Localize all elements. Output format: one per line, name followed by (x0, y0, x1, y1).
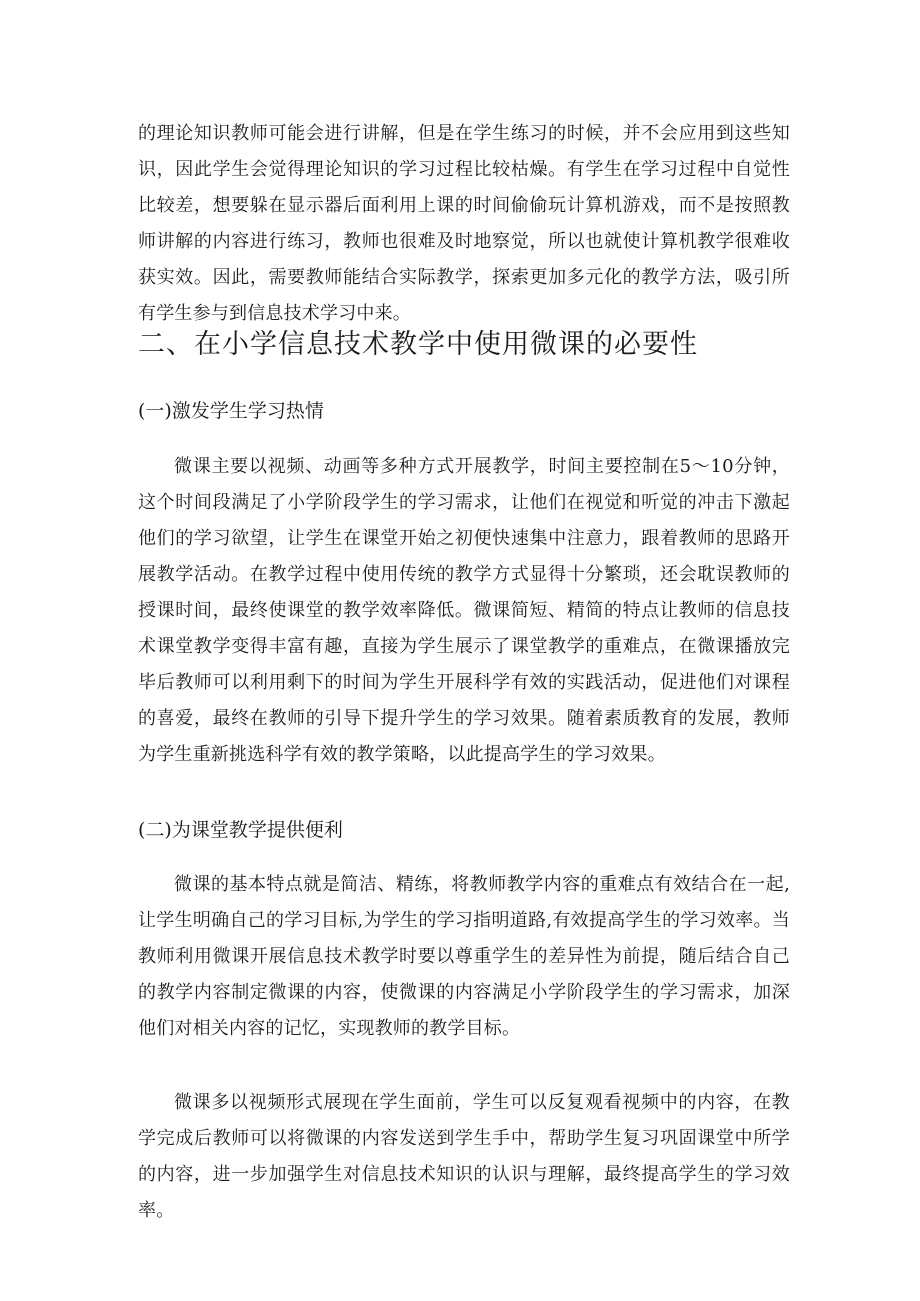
paragraph-1: 微课主要以视频、动画等多种方式开展教学，时间主要控制在5～10分钟，这个时间段满足了小学阶段学生的学习需求，让他们在视觉和听觉的冲击下激起他们的学习欲望，让学生在课堂开始之初便快速集中注意力，跟着教师的思路开展教学活动。在教学过程中使用传统的教学方式显得十分繁琐，还会耽误教师的授课时间，最终使课堂的教学效率降低。微课简短、精简的特点让教师的信息技术课堂教学变得丰富有趣，直接为学生展示了课堂教学的重难点，在微课播放完毕后教师可以利用剩下的时间为学生开展科学有效的实践活动，促进他们对课程的喜爱，最终在教师的引导下提升学生的学习效果。随着素质教育的发展，教师为学生重新挑选科学有效的教学策略，以此提高学生的学习效果。 (138, 456, 790, 765)
subheading-2: (二)为课堂教学提供便利 (138, 819, 343, 841)
subheading-1: (一)激发学生学习热情 (138, 400, 324, 422)
section-heading: 二、在小学信息技术教学中使用微课的必要性 (138, 329, 698, 360)
intro-paragraph: 的理论知识教师可能会进行讲解，但是在学生练习的时候，并不会应用到这些知识，因此学生会觉得理论知识的学习过程比较枯燥。有学生在学习过程中自觉性比较差，想要躲在显示器后面利用上课的时间偷偷玩计算机游戏，而不是按照教师讲解的内容进行练习，教师也很难及时地察觉，所以也就使计算机教学很难收获实效。因此，需要教师能结合实际教学，探索更加多元化的教学方法，吸引所有学生参与到信息技术学习中来。 (138, 123, 790, 324)
paragraph-3: 微课多以视频形式展现在学生面前，学生可以反复观看视频中的内容，在教学完成后教师可以将微课的内容发送到学生手中，帮助学生复习巩固课堂中所学的内容，进一步加强学生对信息技术知识的认识与理解，最终提高学生的学习效率。 (138, 1092, 790, 1221)
paragraph-2: 微课的基本特点就是简洁、精练，将教师教学内容的重难点有效结合在一起,让学生明确自己的学习目标,为学生的学习指明道路,有效提高学生的学习效率。当教师利用微课开展信息技术教学时要以尊重学生的差异性为前提，随后结合自己的教学内容制定微课的内容，使微课的内容满足小学阶段学生的学习需求，加深他们对相关内容的记忆，实现教师的教学目标。 (138, 874, 790, 1039)
